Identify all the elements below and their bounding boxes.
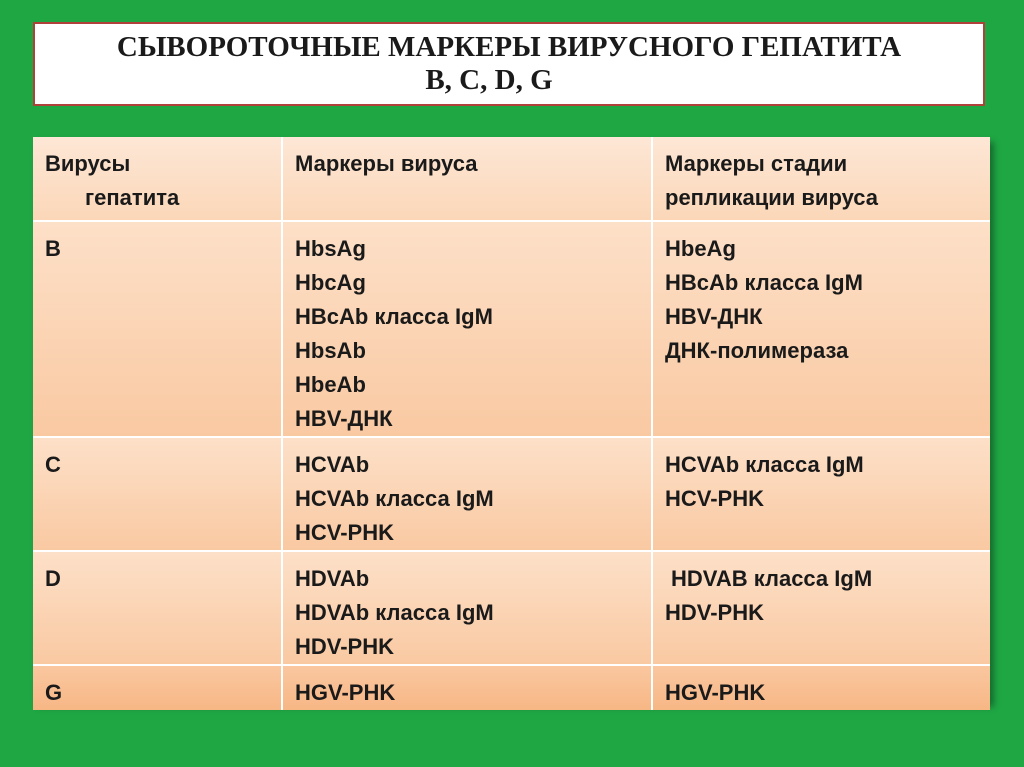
page-title: СЫВОРОТОЧНЫЕ МАРКЕРЫ ВИРУСНОГО ГЕПАТИТА xyxy=(116,31,902,63)
replication-item: HbeAg xyxy=(665,236,736,261)
markers-table xyxy=(33,137,990,710)
virus-label: G xyxy=(45,680,63,705)
virus-cell xyxy=(33,551,282,665)
header-markers-line1: Маркеры вируса xyxy=(295,151,478,176)
marker-item: HCVAb xyxy=(295,452,370,477)
replication-item: HDVAB класса IgM xyxy=(671,566,873,591)
table-row xyxy=(33,665,990,710)
table-header-row xyxy=(33,137,990,221)
marker-item: HbsAg xyxy=(295,236,366,261)
replication-item: HBcAb класса IgM xyxy=(665,270,863,295)
header-markers xyxy=(282,137,652,221)
marker-item: HGV-PHK xyxy=(295,680,396,705)
markers-cell xyxy=(282,221,652,437)
replication-cell xyxy=(652,437,990,551)
header-virus xyxy=(33,137,282,221)
replication-cell xyxy=(652,221,990,437)
marker-item: HbcAg xyxy=(295,270,366,295)
marker-item: HDVAb xyxy=(295,566,370,591)
header-replication xyxy=(652,137,990,221)
header-replication-line1: Маркеры стадии xyxy=(665,151,848,176)
virus-label: B xyxy=(45,236,61,261)
replication-item: HCV-PHK xyxy=(665,486,765,511)
marker-item: HDVAb класса IgM xyxy=(295,600,494,625)
markers-cell xyxy=(282,437,652,551)
replication-cell xyxy=(652,665,990,710)
markers-table-container xyxy=(33,137,990,705)
marker-item: HBV-ДНК xyxy=(295,406,393,431)
marker-item: HbeAb xyxy=(295,372,366,397)
title-box xyxy=(33,22,985,106)
header-replication-line2: репликации вируса xyxy=(665,185,879,210)
table-row xyxy=(33,437,990,551)
replication-item: HCVAb класса IgM xyxy=(665,452,864,477)
virus-label: D xyxy=(45,566,61,591)
virus-label: C xyxy=(45,452,61,477)
replication-item: HDV-PHK xyxy=(665,600,765,625)
virus-cell xyxy=(33,665,282,710)
table-row xyxy=(33,551,990,665)
markers-cell xyxy=(282,551,652,665)
marker-item: HDV-PHK xyxy=(295,634,395,659)
virus-cell xyxy=(33,221,282,437)
header-virus-line1: Вирусы xyxy=(45,151,131,176)
replication-item: ДНК-полимераза xyxy=(665,338,849,363)
header-virus-line2: гепатита xyxy=(85,185,180,210)
replication-cell xyxy=(652,551,990,665)
table-row xyxy=(33,221,990,437)
marker-item: HCV-PHK xyxy=(295,520,395,545)
marker-item: HbsAb xyxy=(295,338,366,363)
replication-item: HBV-ДНК xyxy=(665,304,763,329)
page-subtitle: B, C, D, G xyxy=(425,64,553,96)
marker-item: HBcAb класса IgM xyxy=(295,304,493,329)
markers-cell xyxy=(282,665,652,710)
replication-item: HGV-PHK xyxy=(665,680,766,705)
marker-item: HCVAb класса IgM xyxy=(295,486,494,511)
virus-cell xyxy=(33,437,282,551)
